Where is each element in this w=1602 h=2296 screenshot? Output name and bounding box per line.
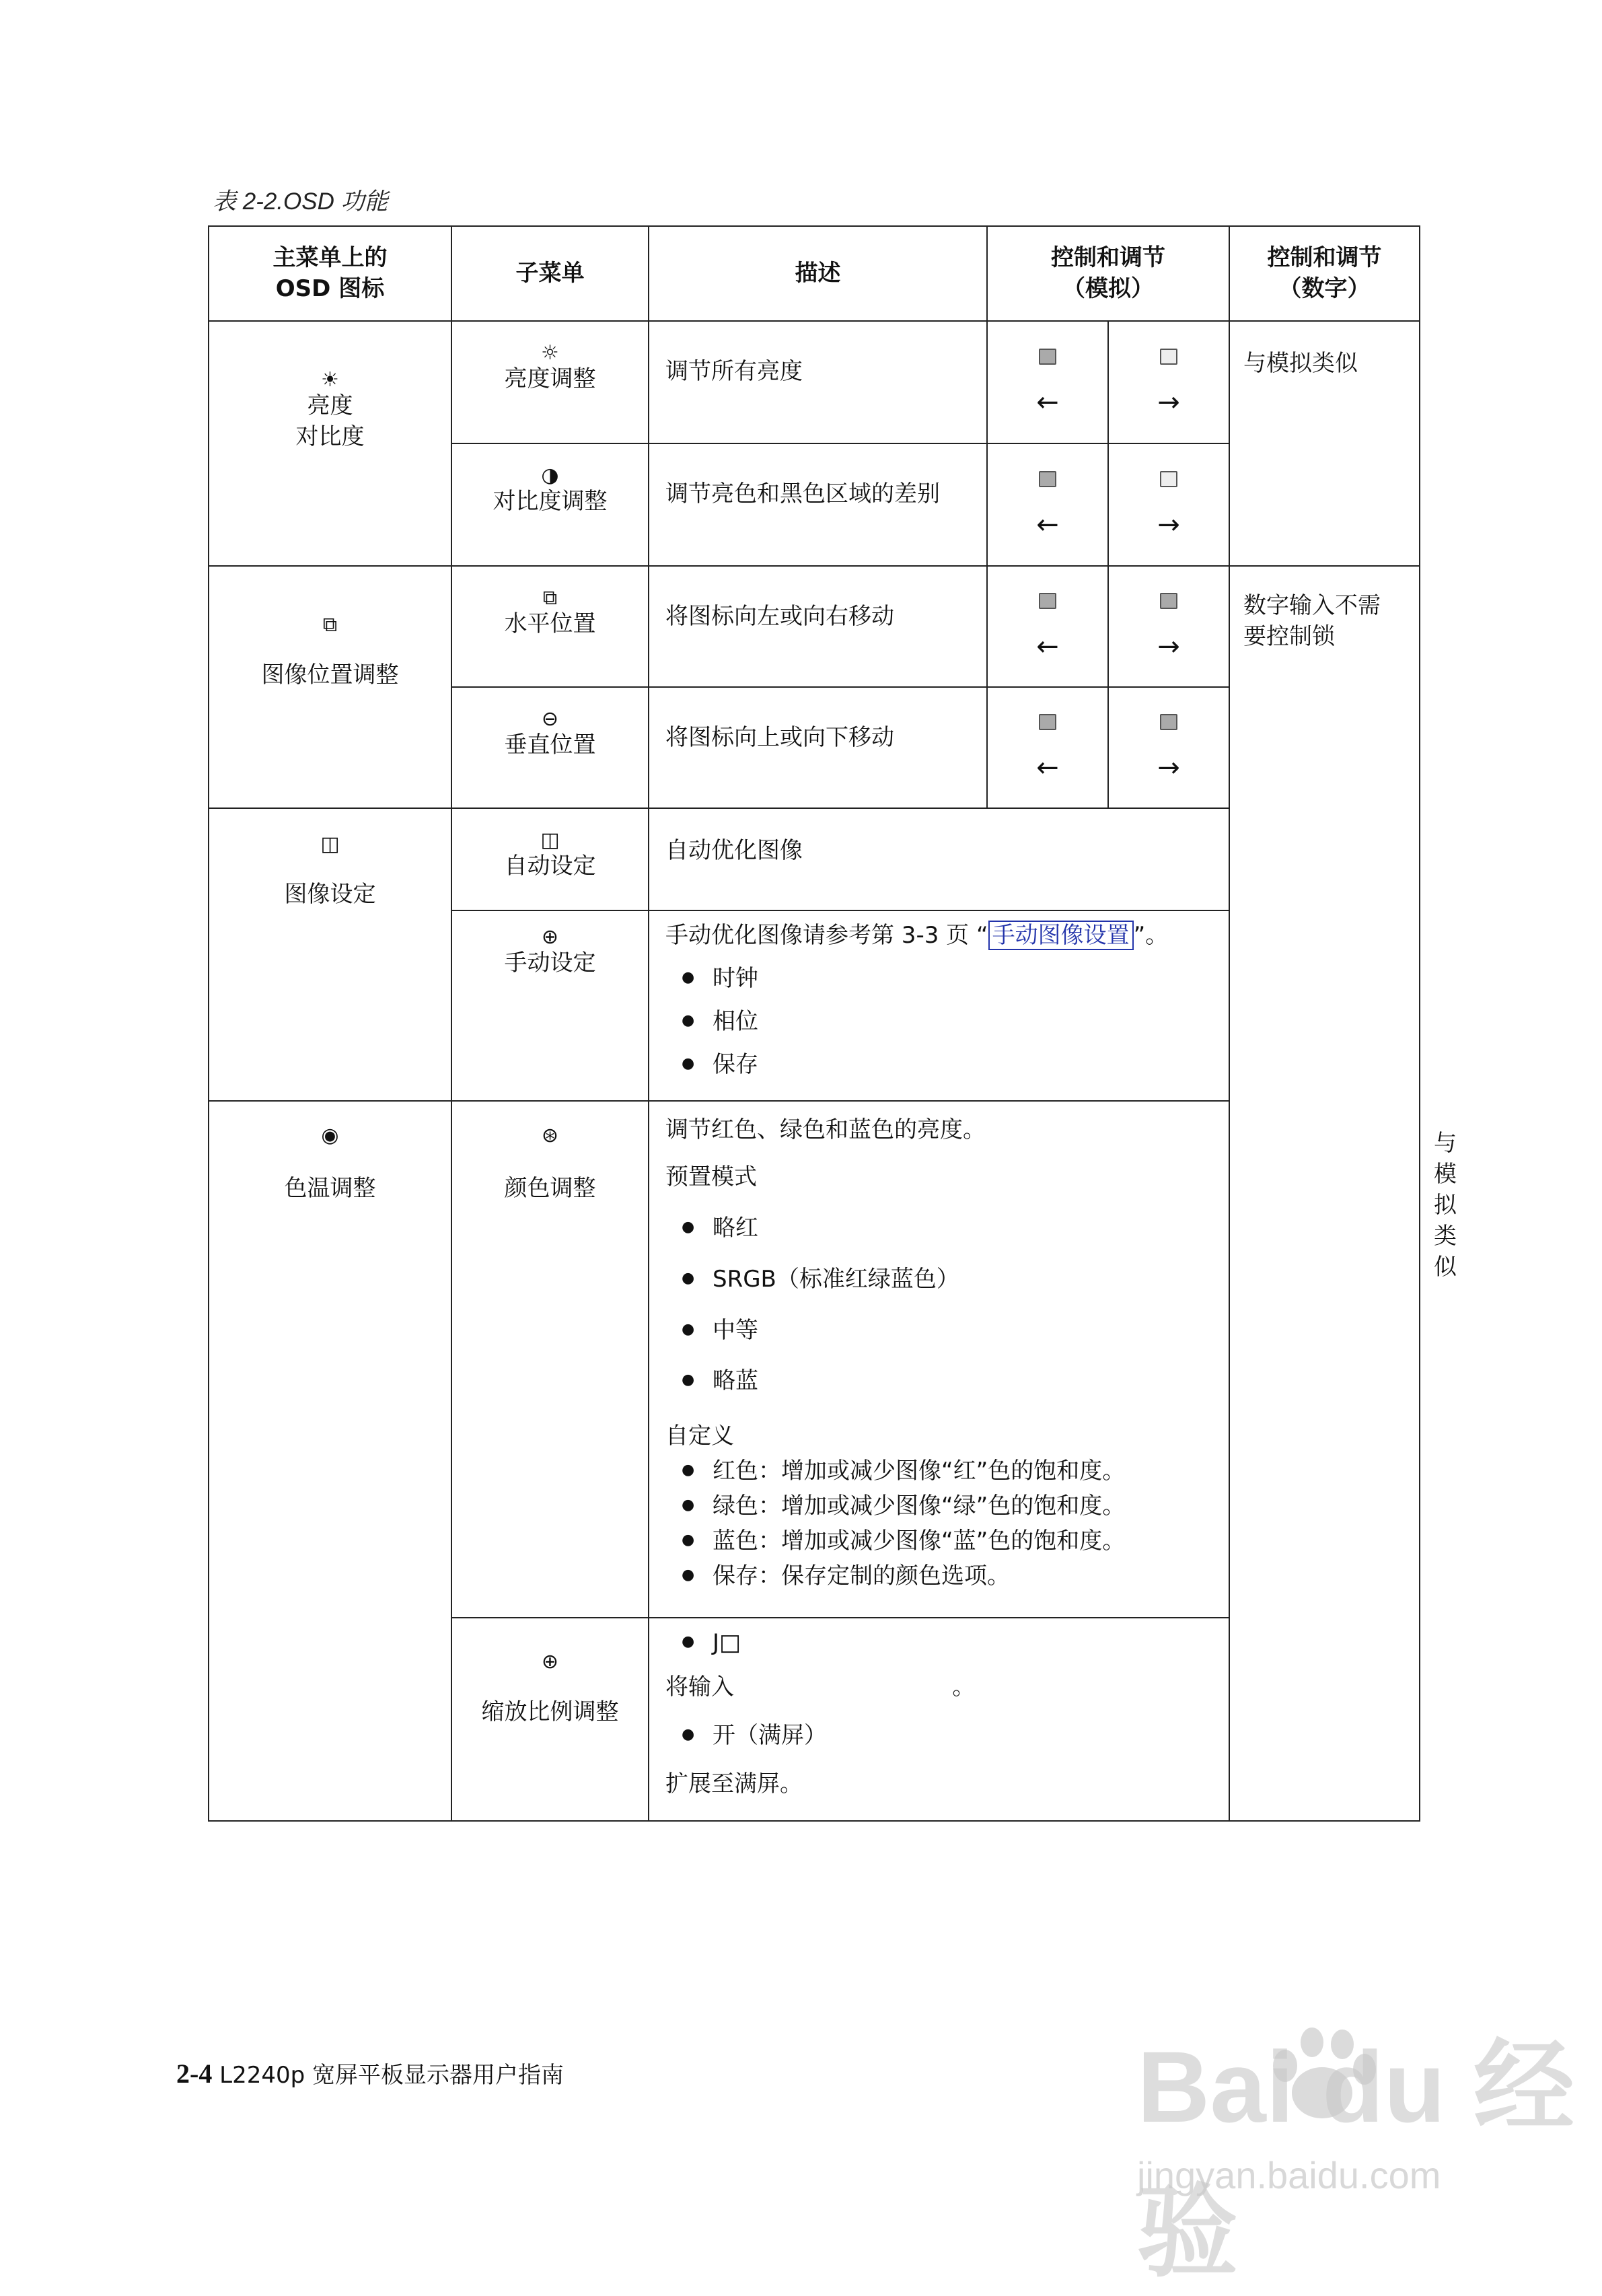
submenu-color: [451, 1101, 649, 1618]
header-digital: 控制和调节 （数字）: [1229, 226, 1420, 321]
list-item: ● J□: [665, 1628, 1212, 1659]
desc-brightness: 调节所有亮度: [649, 321, 987, 443]
model-name: L2240p: [219, 2062, 305, 2089]
list-item: ● 蓝色：增加或减少图像“蓝”色的饱和度。: [665, 1526, 1212, 1557]
analog-left-brightness: [987, 321, 1108, 443]
submenu-brightness-label: 亮度调整: [504, 365, 596, 392]
color-temperature-icon: ◉: [321, 1124, 339, 1147]
label-image-setup: 图像设定: [284, 881, 376, 908]
submenu-horizontal: [451, 566, 649, 687]
menu-image-position: [209, 566, 451, 808]
list-item: ● 略红: [665, 1213, 1212, 1244]
left-arrow-icon: ←: [1036, 509, 1059, 541]
desc-contrast: 调节亮色和黑色区域的差别: [649, 443, 987, 566]
analog-right-contrast: [1108, 443, 1229, 566]
submenu-scaling: [451, 1618, 649, 1821]
monitor-icon: [1039, 714, 1056, 730]
label-image-position: 图像位置调整: [261, 661, 399, 688]
table-caption: 表 2-2.OSD 功能: [213, 188, 388, 215]
left-arrow-icon: ←: [1036, 752, 1059, 784]
manual-desc-suffix: ”。: [1133, 922, 1169, 949]
submenu-color-label: 颜色调整: [504, 1175, 596, 1202]
submenu-horizontal-label: 水平位置: [504, 610, 596, 637]
zoom-icon: ⊕: [541, 1650, 559, 1674]
manual-setup-text: [665, 921, 1212, 952]
baidu-watermark-url: jingyan.baidu.com: [1137, 2154, 1441, 2196]
list-item: ● 保存: [665, 1050, 1212, 1081]
menu-brightness-contrast: [209, 321, 451, 566]
label-brightness: 亮度: [307, 392, 353, 419]
right-arrow-icon: →: [1157, 387, 1180, 419]
list-item: ● 绿色：增加或减少图像“绿”色的饱和度。: [665, 1491, 1212, 1522]
analog-left-horizontal: [987, 566, 1108, 687]
desc-manual-setup: [649, 910, 1229, 1101]
baidu-watermark: Bai du 经验: [1137, 2030, 1575, 2289]
submenu-vertical: [451, 687, 649, 808]
analog-left-vertical: [987, 687, 1108, 808]
page-number: 2-4: [176, 2058, 213, 2089]
submenu-manual-label: 手动设定: [504, 949, 596, 976]
monitor-icon: [1039, 349, 1056, 365]
label-color-temperature: 色温调整: [284, 1175, 376, 1202]
left-arrow-icon: ←: [1036, 631, 1059, 663]
list-item: ● SRGB（标准红绿蓝色）: [665, 1264, 1212, 1295]
monitor-icon: [1160, 714, 1177, 730]
list-item: ● 相位: [665, 1007, 1212, 1038]
manual-setup-icon: ⊕: [541, 925, 559, 949]
list-item: ● 保存：保存定制的颜色选项。: [665, 1561, 1212, 1592]
menu-color-temperature: [209, 1101, 451, 1821]
header-submenu: 子菜单: [451, 226, 649, 321]
desc-scaling: [649, 1618, 1229, 1821]
header-analog: 控制和调节 （模拟）: [987, 226, 1229, 321]
header-main-menu: 主菜单上的 OSD 图标: [209, 226, 451, 321]
analog-left-contrast: [987, 443, 1108, 566]
vertical-position-icon: ⊖: [541, 707, 559, 731]
manual-image-settings-link[interactable]: 手动图像设置: [988, 921, 1134, 950]
desc-horizontal: 将图标向左或向右移动: [649, 566, 987, 687]
list-item: ● 中等: [665, 1316, 1212, 1347]
list-item: ● 红色：增加或减少图像“红”色的饱和度。: [665, 1456, 1212, 1487]
image-setup-icon: ◫: [320, 832, 340, 856]
list-item: ● 开（满屏）: [665, 1721, 1212, 1752]
monitor-icon: [1160, 593, 1177, 609]
header-description: 描述: [649, 226, 987, 321]
digital-brightness: 与模拟类似: [1229, 321, 1420, 566]
guide-title: 宽屏平板显示器用户指南: [312, 2062, 565, 2089]
desc-color: [649, 1101, 1229, 1618]
submenu-scaling-label: 缩放比例调整: [481, 1698, 619, 1725]
desc-auto-setup: 自动优化图像: [649, 808, 1229, 910]
color-desc: 调节红色、绿色和蓝色的亮度。: [665, 1116, 986, 1143]
contrast-icon: ◑: [541, 464, 559, 487]
color-icon: ⊛: [541, 1124, 559, 1147]
monitor-icon: [1039, 593, 1056, 609]
scaling-opt2-desc: 扩展至满屏。: [665, 1770, 803, 1797]
menu-image-setup: [209, 808, 451, 1101]
preset-modes-title: 预置模式: [665, 1163, 757, 1190]
horizontal-position-icon: ⧉: [542, 586, 558, 610]
monitor-icon: [1039, 471, 1056, 487]
submenu-manual-setup: [451, 910, 649, 1101]
right-arrow-icon: →: [1157, 509, 1180, 541]
submenu-brightness: [451, 321, 649, 443]
analog-right-vertical: [1108, 687, 1229, 808]
page-footer: [176, 2056, 564, 2089]
right-arrow-icon: →: [1157, 752, 1180, 784]
submenu-auto-label: 自动设定: [504, 853, 596, 880]
brightness-sub-icon: ☼: [541, 341, 559, 365]
desc-vertical: 将图标向上或向下移动: [649, 687, 987, 808]
analog-right-horizontal: [1108, 566, 1229, 687]
list-item: ● 时钟: [665, 964, 1212, 995]
monitor-icon: [1160, 349, 1177, 365]
submenu-auto-setup: [451, 808, 649, 910]
submenu-contrast-label: 对比度调整: [493, 488, 608, 515]
submenu-vertical-label: 垂直位置: [504, 731, 596, 758]
right-arrow-icon: →: [1157, 631, 1180, 663]
custom-title: 自定义: [665, 1423, 734, 1450]
digital-position: 数字输入不需 要控制锁: [1229, 566, 1420, 1821]
manual-desc-prefix: 手动优化图像请参考第 3-3 页 “: [665, 922, 988, 949]
brightness-icon: ☀: [321, 368, 339, 392]
label-contrast: 对比度: [295, 423, 365, 450]
list-item: ● 略蓝: [665, 1366, 1212, 1397]
osd-functions-table: 主菜单上的 OSD 图标 子菜单 描述 控制和调节 （模拟） 控制和调节 （数字） ☀ 亮度 对比度 ☼ 亮度调整 调节所有亮度 ← → 与模拟类似 ◑ 对比度调整 调节亮色和黑色区域的差别 ← → ⧉ 图像位置调整 ⧉ 水平位置 将图标向左或向右移动 ← → 数字输入不需 要控制锁 ⊖ 垂直位置 将图标向上或向下移动 ← → ◫ 图像设定 ◫ 自动设定 自动优化图像 ⊕ 手动设定 手动优化图像请参考第 3-3 页 “ 手动图像设置 ”。 ● 时钟 ● 相位 ● 保存 ◉ 色温调整 ⊛ 颜色调整 调节红色、绿色和蓝色的亮度。 预置模式 ● 略红 ● SRGB（标准红绿蓝色） ● 中等 ● 略蓝 自定义 ● 红色：增加或减少图像“红”色的饱和度。 ● 绿色：增加或减少图像“绿”色的饱和度。 ● 蓝色：增加或减少图像“蓝”色的饱和度。 ● 保存：保存定制的颜色选项。 与模拟类似 ⊕ 缩放比例调整 ● J□ 将输入 。 ● 开（满屏） 扩展至满屏。: [208, 225, 1420, 1822]
auto-setup-icon: ◫: [540, 828, 560, 852]
image-position-icon: ⧉: [322, 613, 338, 637]
left-arrow-icon: ←: [1036, 387, 1059, 419]
submenu-contrast: [451, 443, 649, 566]
analog-right-brightness: [1108, 321, 1229, 443]
monitor-icon: [1160, 471, 1177, 487]
scaling-opt1-desc: 将输入 。: [665, 1673, 976, 1700]
